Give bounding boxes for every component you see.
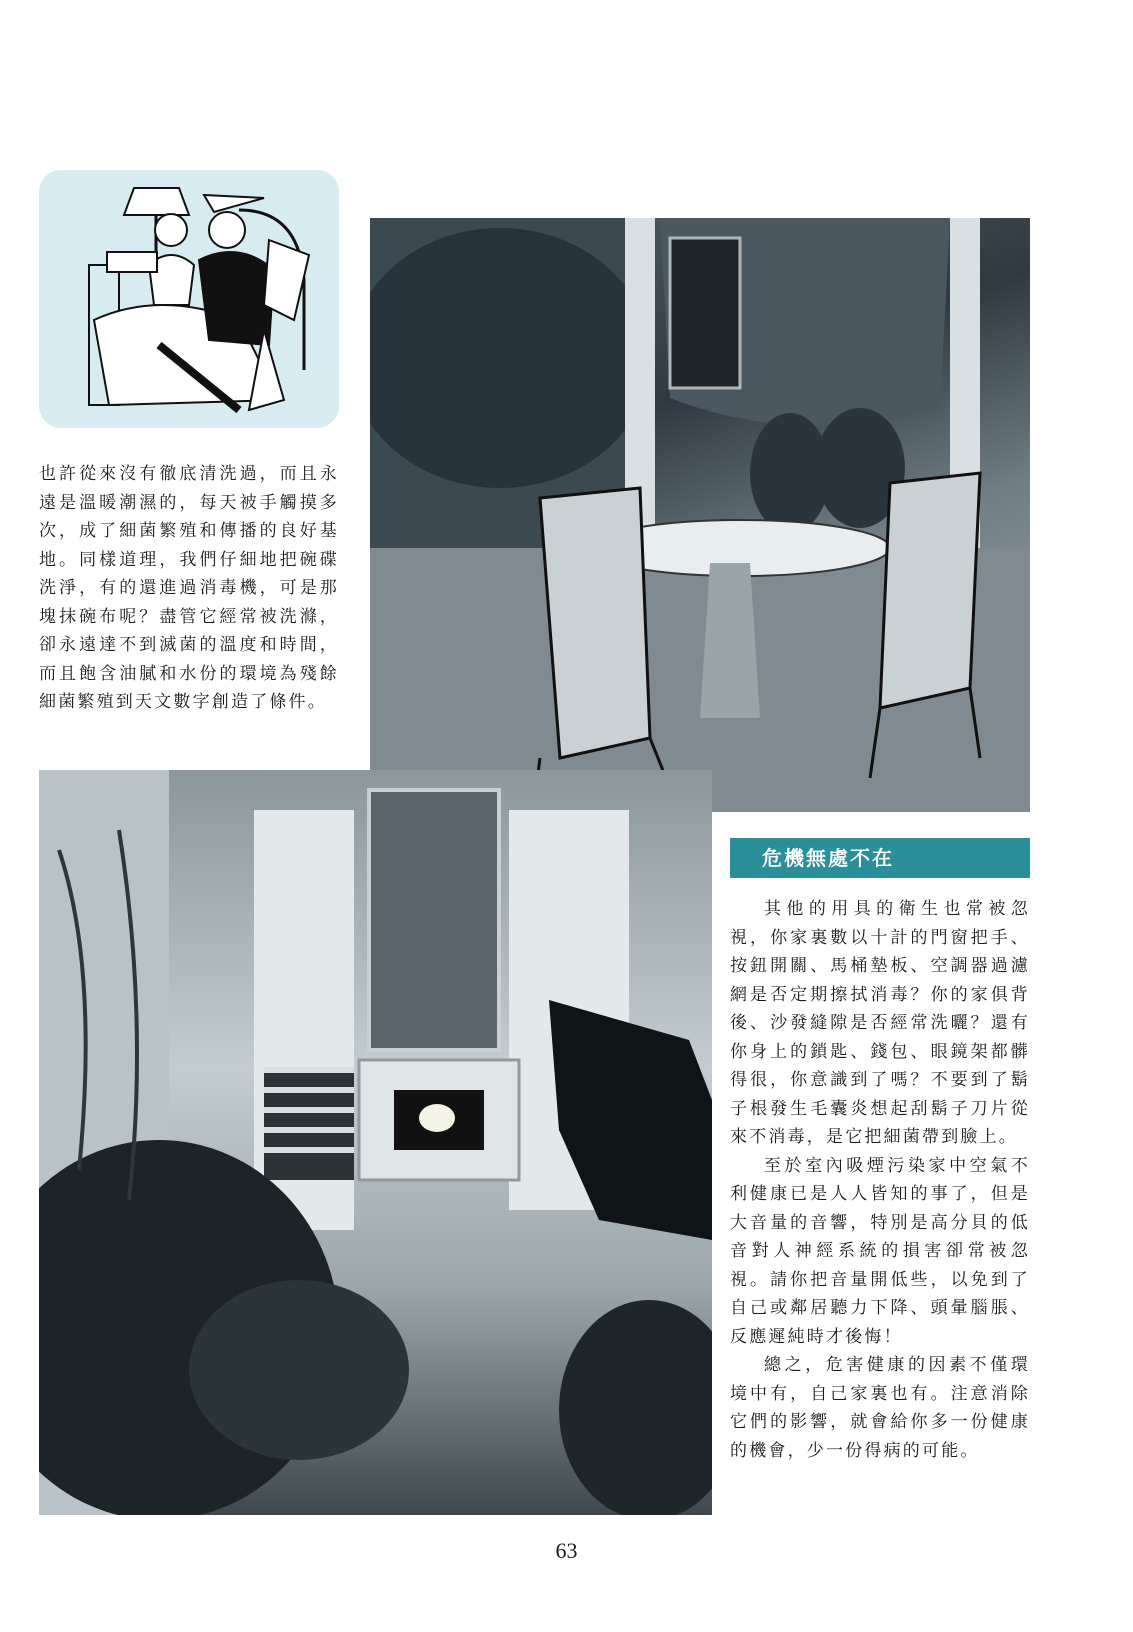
living-room-photo [39, 770, 712, 1515]
section-heading: 危機無處不在 [730, 838, 1030, 878]
body-paragraph-2: 至於室內吸煙污染家中空氣不利健康已是人人皆知的事了，但是大音量的音響，特別是高分貝的低音對人神經系統的損害卻常被忽視。請你把音量開低些，以免到了自己或鄰居聽力下降、頭暈腦脹、反應遲純時才後悔！ [730, 1155, 1030, 1347]
body-paragraph-3: 總之，危害健康的因素不僅環境中有，自己家裏也有。注意消除它們的影響，就會給你多一份健康的機會，少一份得病的可能。 [730, 1355, 1030, 1461]
father-and-child-in-bed-illustration [39, 170, 339, 428]
body-paragraph-1: 其他的用具的衛生也常被忽視，你家裏數以十計的門窗把手、按鈕開關、馬桶墊板、空調器過濾網是否定期擦拭消毒？你的家俱背後、沙發縫隙是否經常洗曬？還有你身上的鎖匙、錢包、眼鏡架都髒得很，你意識到了嗎？不要到了鬍子根發生毛囊炎想起刮鬍子刀片從來不消毒，是它把細菌帶到臉上。 [730, 899, 1030, 1147]
right-column [730, 895, 1030, 1465]
left-column-paragraph: 也許從來沒有徹底清洗過，而且永遠是溫暖潮濕的，每天被手觸摸多次，成了細菌繁殖和傳播的良好基地。同樣道理，我們仔細地把碗碟洗淨，有的還進過消毒機，可是那塊抹碗布呢？盡管它經常被洗滌，卻永遠達不到滅菌的溫度和時間，而且飽含油膩和水份的環境為殘餘細菌繁殖到天文數字創造了條件。 [39, 464, 339, 712]
page-number: 63 [555, 1538, 578, 1563]
patio-photo [370, 218, 1030, 812]
illustration-panel [39, 170, 339, 428]
